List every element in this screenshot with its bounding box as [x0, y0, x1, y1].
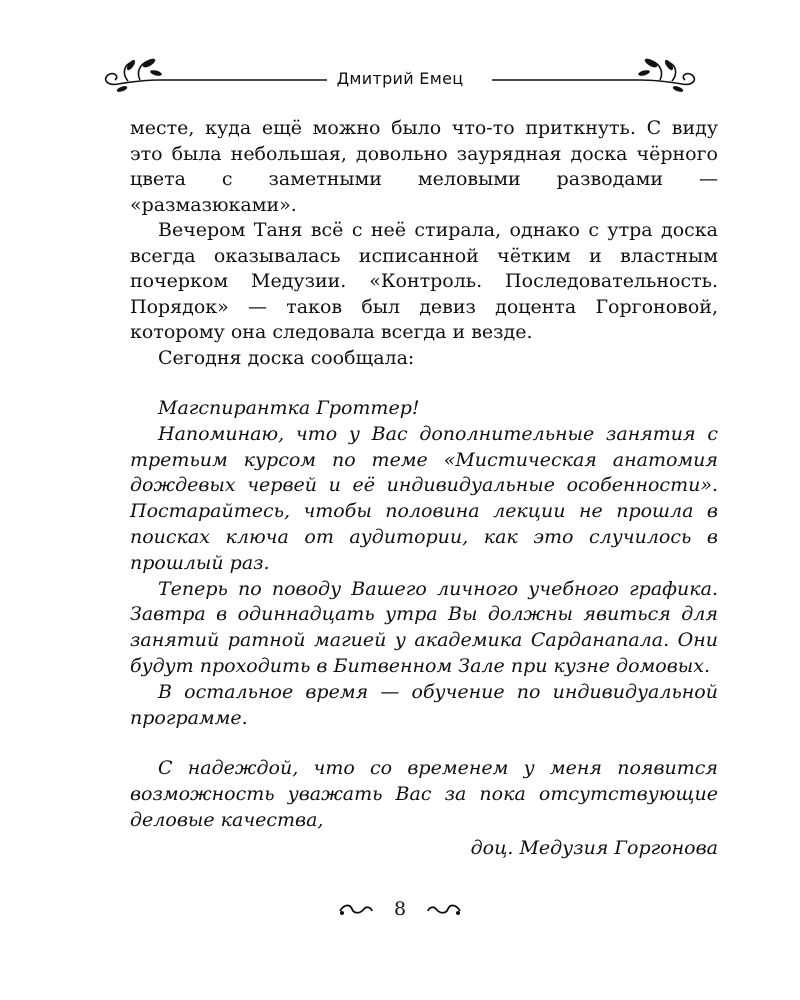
note-paragraph: Теперь по поводу Вашего личного учебного графика. Завтра в одиннадцать утра Вы должны явиться для занятий ратной магией у академика Сарданапала. Они будут проходить в Битвенном Зале при кузне домовых.: [130, 577, 718, 677]
paragraph: Вечером Таня всё с неё стирала, однако с утра доска всегда оказывалась исписанной чётким и властным почерком Медузии. «Контроль. Последовательность. Порядок» — таков был девиз доцента Горгоновой, которому она следовала всегда и везде.: [130, 219, 718, 343]
right-swirl-icon: [426, 902, 462, 918]
author-name: Дмитрий Емец: [100, 69, 700, 88]
note-paragraph: В остальное время — обучение по индивидуальной программе.: [130, 680, 718, 729]
note-closing: С надеждой, что со временем у меня появится возможность уважать Вас за пока отсутствующие деловые качества,: [130, 757, 718, 831]
page-footer: [330, 896, 470, 926]
body-text: [130, 116, 718, 371]
note-salutation: Магспирантка Гроттер!: [158, 397, 420, 419]
note-paragraph: Напоминаю, что у Вас дополнительные занятия с третьим курсом по теме «Мистическая анатомия дождевых червей и её индивидуальные особенности». Постарайтесь, чтобы половина лекции не прошла в поисках ключа от аудитории, как это случилось в прошлый раз.: [130, 422, 718, 574]
running-header: [100, 56, 700, 96]
page-number: 8: [393, 898, 407, 920]
note-signature: доц. Медузия Горгонова: [470, 836, 718, 859]
paragraph: месте, куда ещё можно было что-то приткнуть. С виду это была небольшая, довольно заурядная доска чёрного цвета с заметными меловыми разводами — «размазюками».: [130, 117, 718, 216]
blackboard-note: [130, 396, 718, 862]
paragraph: Сегодня доска сообщала:: [158, 346, 415, 369]
